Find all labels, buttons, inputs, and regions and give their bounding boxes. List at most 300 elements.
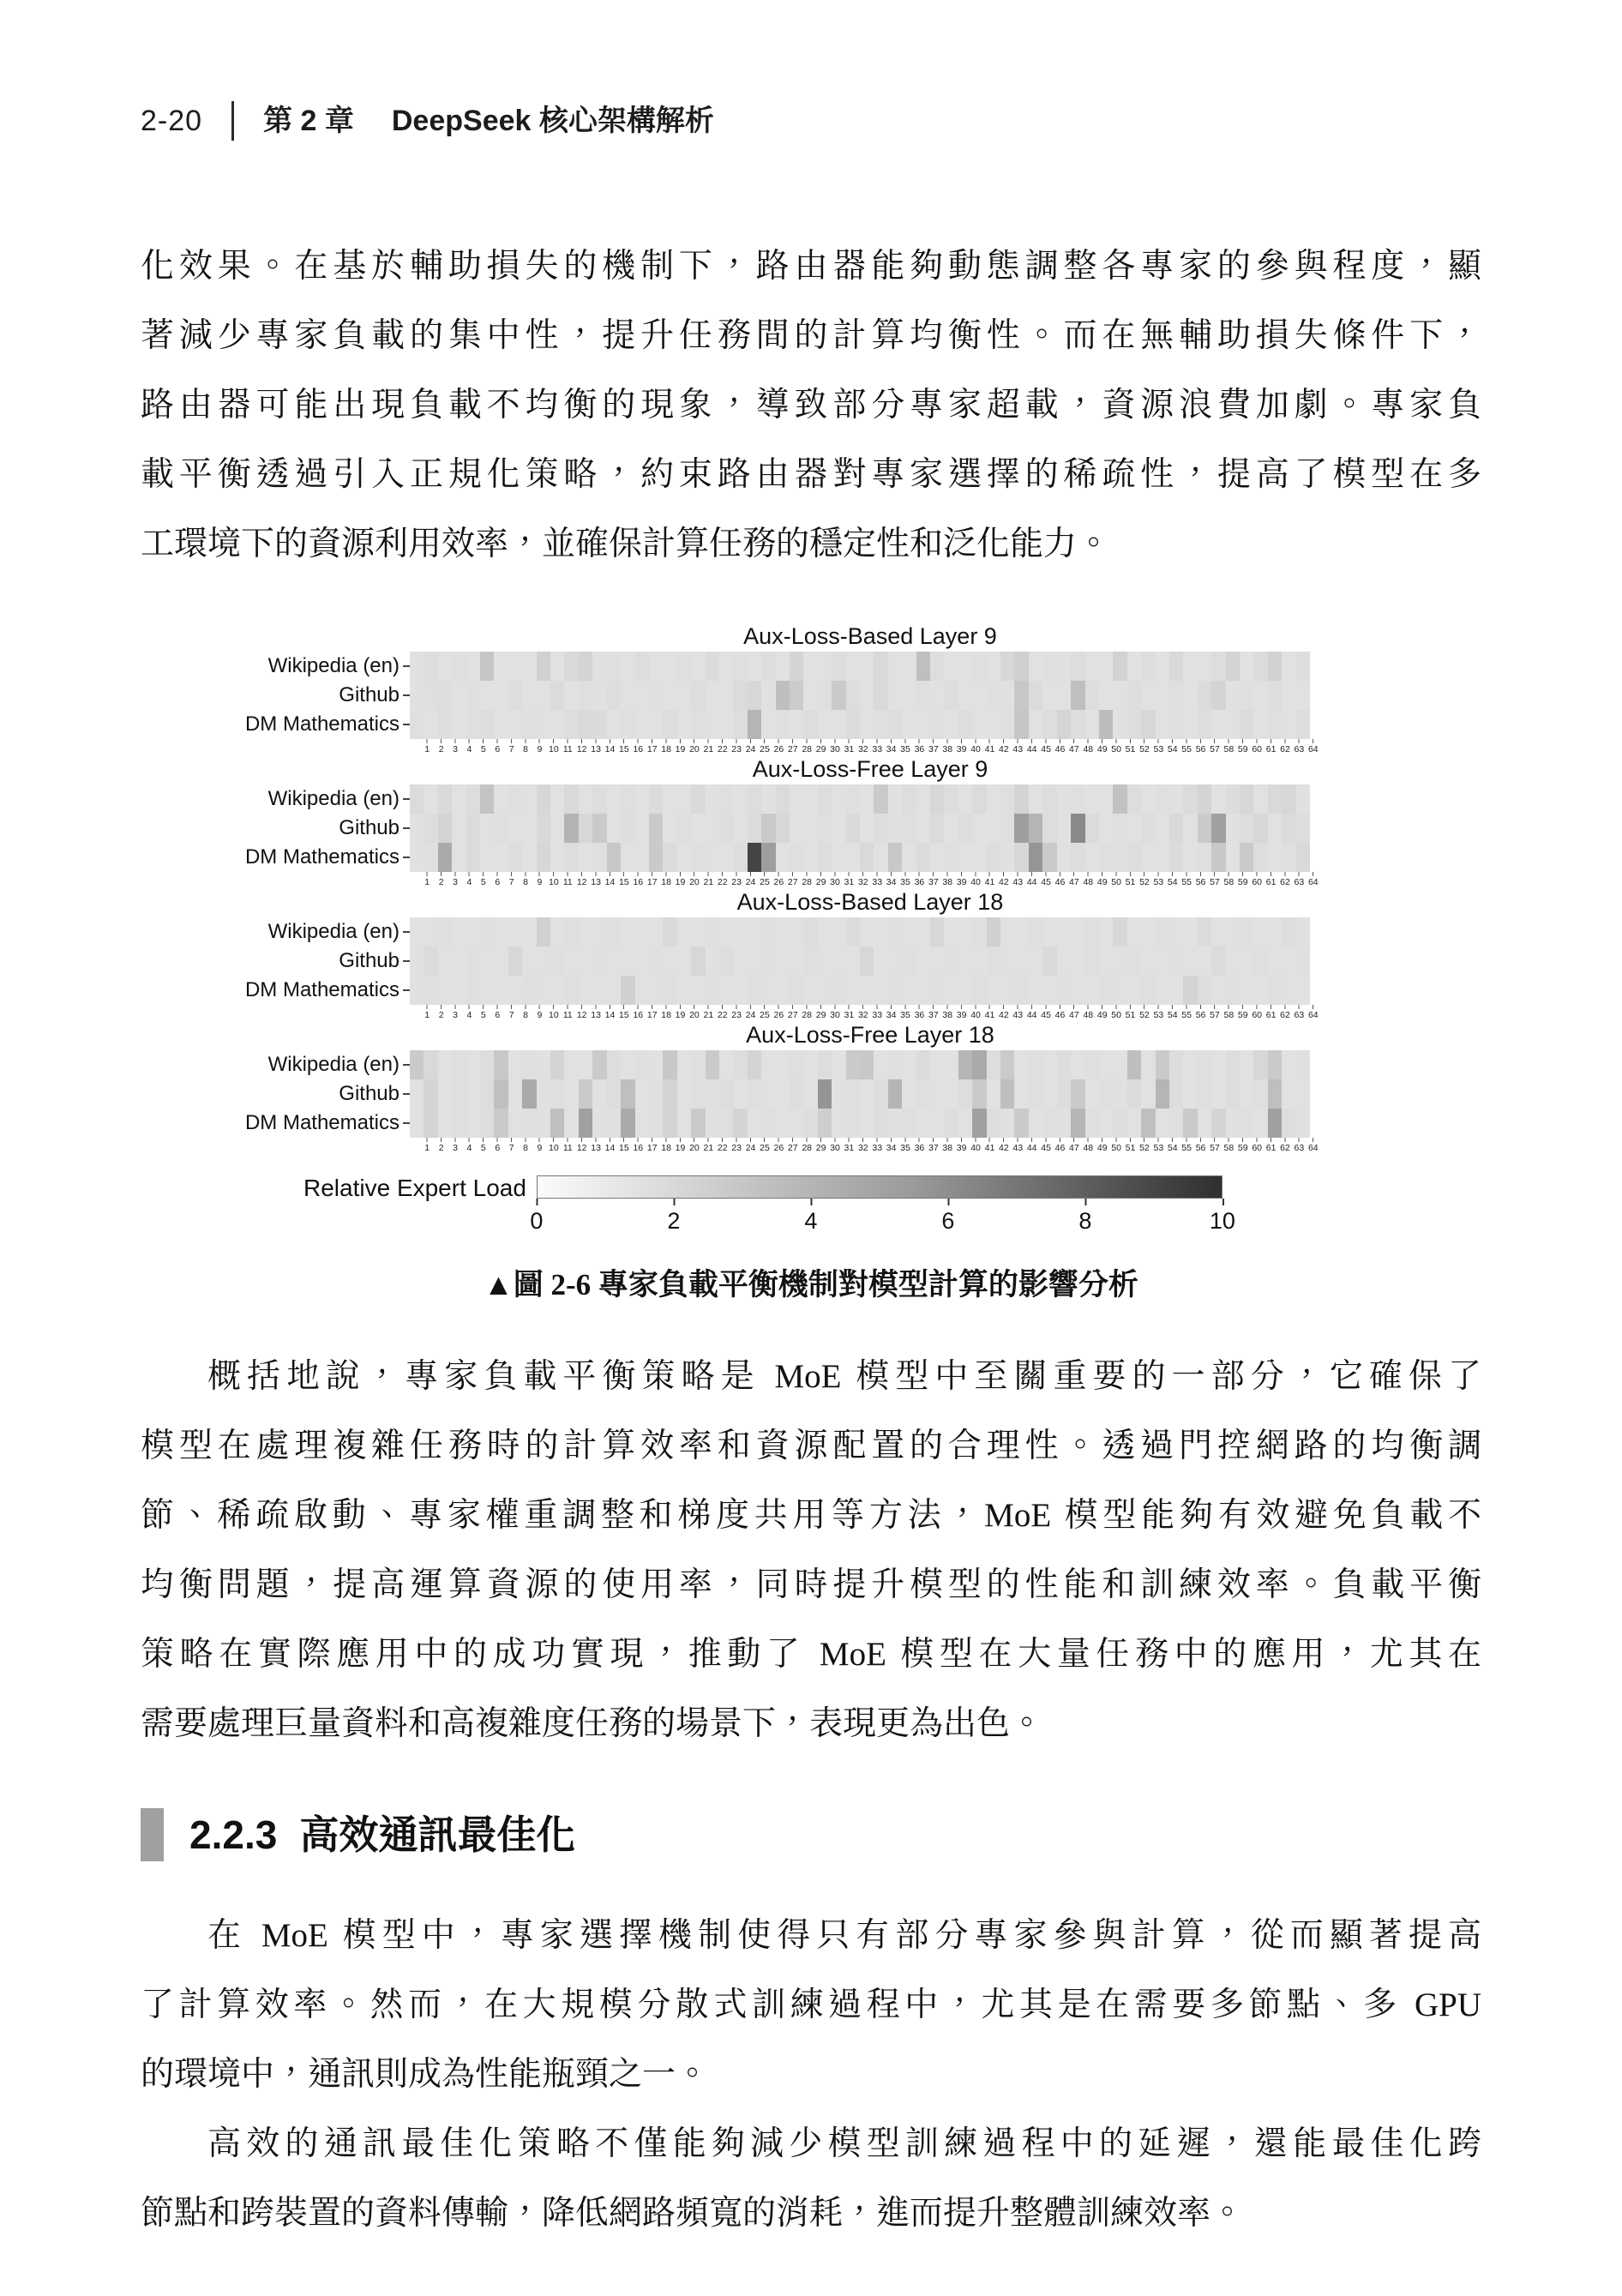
heatmap-cell bbox=[480, 784, 494, 814]
heatmap-cell bbox=[1156, 947, 1169, 976]
x-axis bbox=[240, 872, 1320, 887]
heatmap-cell bbox=[438, 843, 452, 872]
heatmap-title: Aux-Loss-Free Layer 18 bbox=[746, 1022, 994, 1048]
heatmap-cell bbox=[832, 1050, 845, 1079]
x-tick-label: 7 bbox=[508, 1143, 514, 1153]
heatmap-grid bbox=[410, 784, 1310, 814]
heatmap-cell bbox=[1296, 681, 1310, 710]
x-tick-label: 36 bbox=[914, 1143, 925, 1153]
x-tick-label: 62 bbox=[1280, 744, 1290, 754]
heatmap-cell bbox=[621, 652, 634, 681]
heatmap-grid bbox=[410, 976, 1310, 1005]
heatmap-cell bbox=[537, 681, 550, 710]
heatmap-cell bbox=[930, 976, 944, 1005]
heatmap-cell bbox=[452, 814, 466, 843]
x-tick-label: 49 bbox=[1096, 1143, 1108, 1153]
heatmap-cell bbox=[607, 652, 621, 681]
x-tick-label: 20 bbox=[689, 1143, 700, 1153]
heatmap-cell bbox=[1014, 814, 1028, 843]
x-tick-label: 25 bbox=[760, 1143, 770, 1153]
heatmap-cell bbox=[846, 710, 860, 739]
heatmap-cell bbox=[621, 1050, 634, 1079]
heatmap-cell bbox=[1253, 1079, 1267, 1109]
heatmap-cell bbox=[790, 1079, 803, 1109]
heatmap-cell bbox=[1000, 976, 1014, 1005]
heatmap-cell bbox=[958, 814, 972, 843]
heatmap-row bbox=[240, 710, 1320, 739]
x-tick-label: 64 bbox=[1307, 1010, 1319, 1020]
heatmap-cell bbox=[592, 784, 606, 814]
heatmap-cell bbox=[635, 814, 649, 843]
heatmap-cell bbox=[888, 814, 902, 843]
heatmap-cell bbox=[494, 1109, 508, 1138]
heatmap-cell bbox=[508, 1109, 522, 1138]
heatmap-cell bbox=[424, 1050, 437, 1079]
section-heading bbox=[141, 1808, 1481, 1861]
heatmap-cell bbox=[987, 710, 1000, 739]
x-tick-label: 21 bbox=[703, 1010, 714, 1020]
x-tick-label: 36 bbox=[914, 877, 925, 887]
x-tick-label: 41 bbox=[984, 744, 995, 754]
heatmap-cell bbox=[1042, 814, 1056, 843]
x-tick-label: 36 bbox=[914, 744, 925, 754]
x-tick-label: 17 bbox=[646, 1143, 658, 1153]
text-line: 的環境中，通訊則成為性能瓶頸之一。 bbox=[141, 2056, 710, 2093]
heatmap-cell bbox=[944, 976, 958, 1005]
x-tick-label: 23 bbox=[731, 1143, 742, 1153]
heatmap-cell bbox=[803, 1109, 817, 1138]
heatmap-cell bbox=[452, 947, 466, 976]
heatmap-cell bbox=[579, 843, 592, 872]
heatmap-cell bbox=[607, 1109, 621, 1138]
heatmap-cell bbox=[424, 917, 437, 947]
heatmap-cell bbox=[1156, 976, 1169, 1005]
row-label: Wikipedia (en) bbox=[240, 917, 410, 947]
x-tick-label: 28 bbox=[802, 1143, 813, 1153]
x-tick-label: 3 bbox=[453, 1010, 458, 1020]
x-tick-label: 31 bbox=[844, 1010, 855, 1020]
x-tick-label: 5 bbox=[480, 1010, 486, 1020]
heatmap-cell bbox=[902, 1079, 916, 1109]
heatmap-cell bbox=[733, 1079, 747, 1109]
heatmap-cell bbox=[1000, 1109, 1014, 1138]
heatmap-cell bbox=[621, 784, 634, 814]
heatmap-cell bbox=[663, 1050, 676, 1079]
heatmap-cell bbox=[803, 681, 817, 710]
heatmap-cell bbox=[635, 1079, 649, 1109]
heatmap-cell bbox=[972, 1079, 986, 1109]
heatmap-cell bbox=[621, 681, 634, 710]
heatmap-cell bbox=[987, 784, 1000, 814]
heatmap-cell bbox=[537, 710, 550, 739]
heatmap-cell bbox=[1057, 1109, 1071, 1138]
heatmap-cell bbox=[1296, 1109, 1310, 1138]
heatmap-cell bbox=[719, 843, 733, 872]
heatmap-cell bbox=[1071, 1079, 1084, 1109]
heatmap-cell bbox=[1226, 681, 1240, 710]
heatmap-cell bbox=[958, 947, 972, 976]
x-tick-label: 61 bbox=[1265, 1010, 1277, 1020]
heatmap-row bbox=[240, 681, 1320, 710]
x-tick-label: 8 bbox=[523, 1010, 528, 1020]
heatmap-cell bbox=[888, 947, 902, 976]
heatmap-cell bbox=[776, 814, 790, 843]
heatmap-cell bbox=[649, 843, 663, 872]
heatmap-cell bbox=[972, 976, 986, 1005]
row-label: Github bbox=[240, 814, 410, 843]
heatmap-cell bbox=[508, 947, 522, 976]
heatmap-cell bbox=[579, 710, 592, 739]
x-tick-label: 31 bbox=[844, 744, 855, 754]
x-tick-label: 61 bbox=[1265, 744, 1277, 754]
heatmap-cell bbox=[579, 784, 592, 814]
heatmap-cell bbox=[691, 814, 705, 843]
heatmap-cell bbox=[1071, 917, 1084, 947]
heatmap-cell bbox=[522, 1109, 536, 1138]
heatmap-cell bbox=[902, 814, 916, 843]
x-tick-label: 57 bbox=[1210, 1010, 1220, 1020]
heatmap-cell bbox=[1156, 710, 1169, 739]
heatmap-cell bbox=[1226, 1079, 1240, 1109]
x-tick-label: 17 bbox=[646, 877, 658, 887]
heatmap-cell bbox=[916, 1109, 930, 1138]
x-tick-label: 64 bbox=[1307, 744, 1319, 754]
x-tick-label: 53 bbox=[1153, 1143, 1164, 1153]
heatmap-cell bbox=[706, 917, 719, 947]
row-label: Github bbox=[240, 1079, 410, 1109]
heatmap-cell bbox=[649, 1079, 663, 1109]
heatmap-cell bbox=[1226, 1050, 1240, 1079]
heatmap-cell bbox=[1169, 652, 1183, 681]
heatmap-cell bbox=[691, 1050, 705, 1079]
x-axis bbox=[240, 1005, 1320, 1020]
heatmap-cell bbox=[888, 917, 902, 947]
heatmap-cell bbox=[550, 652, 564, 681]
x-tick-label: 62 bbox=[1280, 1143, 1290, 1153]
heatmap-cell bbox=[818, 1050, 832, 1079]
heatmap-cell bbox=[607, 976, 621, 1005]
heatmap-cell bbox=[1253, 681, 1267, 710]
heatmap-cell bbox=[466, 681, 480, 710]
heatmap-cell bbox=[972, 681, 986, 710]
heatmap-cell bbox=[424, 652, 437, 681]
x-tick-label: 20 bbox=[689, 1010, 700, 1020]
x-tick-label: 38 bbox=[942, 744, 953, 754]
heatmap-cell bbox=[1014, 1050, 1028, 1079]
heatmap-cell bbox=[494, 1079, 508, 1109]
heatmap-cell bbox=[677, 1079, 691, 1109]
heatmap-cell bbox=[1029, 947, 1042, 976]
heatmap-cell bbox=[1156, 814, 1169, 843]
heatmap-cell bbox=[1211, 976, 1225, 1005]
heatmap-cell bbox=[410, 710, 424, 739]
heatmap-cell bbox=[1127, 1109, 1141, 1138]
heatmap-cell bbox=[1282, 843, 1295, 872]
x-tick-label: 4 bbox=[466, 1143, 472, 1153]
text-line: 著減少專家負載的集中性，提升任務間的計算均衡性。而在無輔助損失條件下， bbox=[141, 317, 1481, 354]
heatmap-cell bbox=[930, 1109, 944, 1138]
row-label: Wikipedia (en) bbox=[240, 652, 410, 681]
heatmap-cell bbox=[776, 1109, 790, 1138]
x-tick-label: 42 bbox=[999, 877, 1009, 887]
heatmap-cell bbox=[1113, 917, 1126, 947]
x-tick-label: 6 bbox=[495, 877, 501, 887]
x-tick-label: 30 bbox=[830, 1143, 840, 1153]
x-tick-label: 32 bbox=[857, 877, 868, 887]
heatmap-cell bbox=[537, 784, 550, 814]
heatmap-cell bbox=[1141, 652, 1155, 681]
heatmap-cell bbox=[1071, 976, 1084, 1005]
heatmap-cell bbox=[677, 917, 691, 947]
heatmap-cell bbox=[818, 681, 832, 710]
heatmap-cell bbox=[916, 814, 930, 843]
heatmap-cell bbox=[550, 976, 564, 1005]
x-tick-label: 56 bbox=[1195, 1010, 1206, 1020]
heatmap-cell bbox=[1253, 1109, 1267, 1138]
heatmap-cell bbox=[1169, 814, 1183, 843]
heatmap-cell bbox=[874, 1050, 887, 1079]
heatmap-cell bbox=[719, 681, 733, 710]
heatmap-cell bbox=[1029, 814, 1042, 843]
heatmap-cell bbox=[1099, 814, 1113, 843]
heatmap-cell bbox=[1282, 652, 1295, 681]
x-tick-label: 59 bbox=[1237, 877, 1248, 887]
heatmap-cell bbox=[1169, 1050, 1183, 1079]
heatmap-grid bbox=[410, 1050, 1310, 1079]
heatmap-cell bbox=[691, 784, 705, 814]
x-tick-label: 38 bbox=[942, 877, 953, 887]
x-tick-label: 35 bbox=[900, 744, 910, 754]
heatmap-cell bbox=[677, 843, 691, 872]
heatmap-cell bbox=[860, 1079, 874, 1109]
heatmap-cell bbox=[1211, 784, 1225, 814]
heatmap-cell bbox=[803, 1050, 817, 1079]
heatmap-cell bbox=[818, 814, 832, 843]
heatmap-cell bbox=[592, 681, 606, 710]
heatmap-cell bbox=[790, 784, 803, 814]
heatmap-cell bbox=[452, 917, 466, 947]
x-tick-label: 30 bbox=[830, 744, 840, 754]
x-tick-label: 39 bbox=[956, 877, 967, 887]
heatmap-cell bbox=[748, 784, 761, 814]
x-tick-label: 64 bbox=[1307, 877, 1319, 887]
heatmap-cell bbox=[579, 814, 592, 843]
heatmap-cell bbox=[1282, 784, 1295, 814]
heatmap-cell bbox=[1156, 681, 1169, 710]
heatmap-cell bbox=[832, 947, 845, 976]
heatmap-cell bbox=[452, 681, 466, 710]
text-line: 模型在處理複雜任務時的計算效率和資源配置的合理性。透過門控網路的均衡調 bbox=[141, 1427, 1481, 1464]
heatmap-cell bbox=[663, 843, 676, 872]
x-tick-label: 1 bbox=[424, 744, 430, 754]
heatmap-cell bbox=[874, 947, 887, 976]
heatmap-cell bbox=[706, 710, 719, 739]
heatmap-cell bbox=[1127, 976, 1141, 1005]
heatmap-cell bbox=[537, 843, 550, 872]
text-line: 均衡問題，提高運算資源的使用率，同時提升模型的性能和訓練效率。負載平衡 bbox=[141, 1566, 1481, 1603]
heatmap-cell bbox=[930, 814, 944, 843]
heatmap-cell bbox=[691, 947, 705, 976]
heatmap-cell bbox=[1071, 947, 1084, 976]
x-tick-label: 38 bbox=[942, 1143, 953, 1153]
page-header bbox=[141, 101, 1481, 141]
x-tick-label: 1 bbox=[424, 1010, 430, 1020]
axis-spacer bbox=[240, 1138, 420, 1153]
heatmap-cell bbox=[987, 1109, 1000, 1138]
heatmap-cell bbox=[410, 784, 424, 814]
x-tick-label: 25 bbox=[760, 1010, 770, 1020]
heatmap-cell bbox=[1183, 710, 1197, 739]
heatmap-cell bbox=[1183, 784, 1197, 814]
x-tick-label: 2 bbox=[438, 744, 444, 754]
x-tick-label: 28 bbox=[802, 877, 813, 887]
heatmap-cell bbox=[1226, 652, 1240, 681]
heatmap-cell bbox=[748, 681, 761, 710]
heatmap-cell bbox=[508, 1050, 522, 1079]
x-tick-label: 54 bbox=[1167, 1143, 1178, 1153]
heatmap-cell bbox=[452, 710, 466, 739]
heatmap-cell bbox=[564, 976, 578, 1005]
text-line: 高效的通訊最佳化策略不僅能夠減少模型訓練過程中的延遲，還能最佳化跨 bbox=[207, 2125, 1481, 2162]
heatmap-cell bbox=[832, 1079, 845, 1109]
heatmap-cell bbox=[748, 814, 761, 843]
x-tick-label: 41 bbox=[984, 877, 995, 887]
heatmap-cell bbox=[1000, 917, 1014, 947]
heatmap-cell bbox=[958, 652, 972, 681]
x-tick-label: 16 bbox=[633, 744, 644, 754]
heatmap-cell bbox=[719, 784, 733, 814]
heatmap-cell bbox=[1014, 843, 1028, 872]
x-tick-label: 1 bbox=[424, 877, 430, 887]
heatmap-cell bbox=[790, 1050, 803, 1079]
heatmap-cell bbox=[1240, 947, 1253, 976]
heatmap-row bbox=[240, 1109, 1320, 1138]
heatmap-cell bbox=[1169, 710, 1183, 739]
x-tick-label: 5 bbox=[480, 744, 486, 754]
heatmap-cell bbox=[790, 917, 803, 947]
heatmap-cell bbox=[438, 814, 452, 843]
figure-2-6 bbox=[141, 623, 1481, 1304]
heatmap-cell bbox=[522, 814, 536, 843]
heatmap-cell bbox=[1240, 784, 1253, 814]
heatmap-cell bbox=[1169, 1109, 1183, 1138]
heatmap-cell bbox=[1211, 947, 1225, 976]
x-tick-label: 4 bbox=[466, 877, 472, 887]
heatmap-cell bbox=[1071, 1050, 1084, 1079]
heatmap-cell bbox=[1268, 1050, 1282, 1079]
colorbar-tick-label: 2 bbox=[667, 1208, 681, 1234]
heatmap-cell bbox=[663, 1079, 676, 1109]
heatmap-cell bbox=[1240, 814, 1253, 843]
x-tick-label: 24 bbox=[745, 744, 756, 754]
x-tick-label: 60 bbox=[1252, 1143, 1263, 1153]
heatmap-cell bbox=[916, 652, 930, 681]
row-label: DM Mathematics bbox=[240, 1109, 410, 1138]
heatmap-cell bbox=[1042, 843, 1056, 872]
heatmap-cell bbox=[1127, 710, 1141, 739]
heatmap-title: Aux-Loss-Based Layer 9 bbox=[743, 623, 997, 649]
x-tick-label: 21 bbox=[703, 1143, 714, 1153]
heatmap-cell bbox=[579, 652, 592, 681]
heatmap-cell bbox=[944, 710, 958, 739]
heatmap-cell bbox=[1240, 1050, 1253, 1079]
heatmap-cell bbox=[537, 1079, 550, 1109]
heatmap-cell bbox=[761, 1079, 775, 1109]
heatmap-cell bbox=[1099, 976, 1113, 1005]
heatmap-cell bbox=[677, 814, 691, 843]
heatmap-cell bbox=[1042, 1109, 1056, 1138]
heatmap-cell bbox=[607, 843, 621, 872]
x-tick-label: 40 bbox=[970, 1143, 981, 1153]
x-tick-label: 62 bbox=[1280, 1010, 1290, 1020]
heatmap-cell bbox=[649, 652, 663, 681]
heatmap-cell bbox=[677, 1050, 691, 1079]
heatmap-cell bbox=[1198, 917, 1211, 947]
heatmap-cell bbox=[635, 784, 649, 814]
heatmap-cell bbox=[1282, 1109, 1295, 1138]
x-tick-label: 48 bbox=[1083, 1010, 1094, 1020]
x-tick-label: 4 bbox=[466, 744, 472, 754]
heatmap-cell bbox=[592, 976, 606, 1005]
heatmap-cell bbox=[1042, 784, 1056, 814]
heatmap-cell bbox=[1198, 947, 1211, 976]
x-tick-label: 43 bbox=[1012, 744, 1024, 754]
x-tick-label: 35 bbox=[900, 1010, 910, 1020]
heatmap-cell bbox=[1156, 917, 1169, 947]
x-tick-label: 14 bbox=[604, 1143, 616, 1153]
x-tick-label: 58 bbox=[1223, 744, 1235, 754]
x-tick-label: 33 bbox=[872, 744, 883, 754]
x-tick-label: 14 bbox=[604, 744, 616, 754]
x-tick-label: 54 bbox=[1167, 744, 1178, 754]
x-tick-label: 3 bbox=[453, 877, 458, 887]
heatmap-cell bbox=[1211, 1109, 1225, 1138]
heatmap-cell bbox=[438, 652, 452, 681]
heatmap-cell bbox=[1296, 1079, 1310, 1109]
x-tick-label: 60 bbox=[1252, 1010, 1263, 1020]
heatmap-cell bbox=[987, 947, 1000, 976]
heatmap-cell bbox=[846, 681, 860, 710]
heatmap-cell bbox=[1057, 947, 1071, 976]
heatmap-cell bbox=[1253, 976, 1267, 1005]
x-tick-label: 11 bbox=[562, 877, 573, 887]
heatmap-cell bbox=[1029, 710, 1042, 739]
heatmap-cell bbox=[1169, 976, 1183, 1005]
heatmap-cell bbox=[776, 843, 790, 872]
x-tick-label: 10 bbox=[549, 744, 559, 754]
heatmap-cell bbox=[1253, 947, 1267, 976]
heatmap-cell bbox=[1029, 917, 1042, 947]
heatmap-cell bbox=[452, 976, 466, 1005]
heatmap-cell bbox=[564, 784, 578, 814]
heatmap-cell bbox=[832, 1109, 845, 1138]
heatmap-cell bbox=[466, 652, 480, 681]
x-tick-label: 52 bbox=[1139, 1143, 1150, 1153]
heatmap-cell bbox=[550, 814, 564, 843]
heatmap-cell bbox=[860, 784, 874, 814]
heatmap-cell bbox=[410, 947, 424, 976]
heatmap-cell bbox=[748, 652, 761, 681]
heatmap-cell bbox=[1240, 652, 1253, 681]
heatmap-cell bbox=[1057, 1079, 1071, 1109]
x-tick-label: 37 bbox=[928, 744, 939, 754]
heatmap-cell bbox=[1071, 681, 1084, 710]
heatmap-cell bbox=[916, 681, 930, 710]
heatmap-cell bbox=[790, 814, 803, 843]
heatmap-panels bbox=[240, 623, 1320, 1153]
x-tick-label: 11 bbox=[562, 1010, 573, 1020]
heatmap-cell bbox=[987, 681, 1000, 710]
